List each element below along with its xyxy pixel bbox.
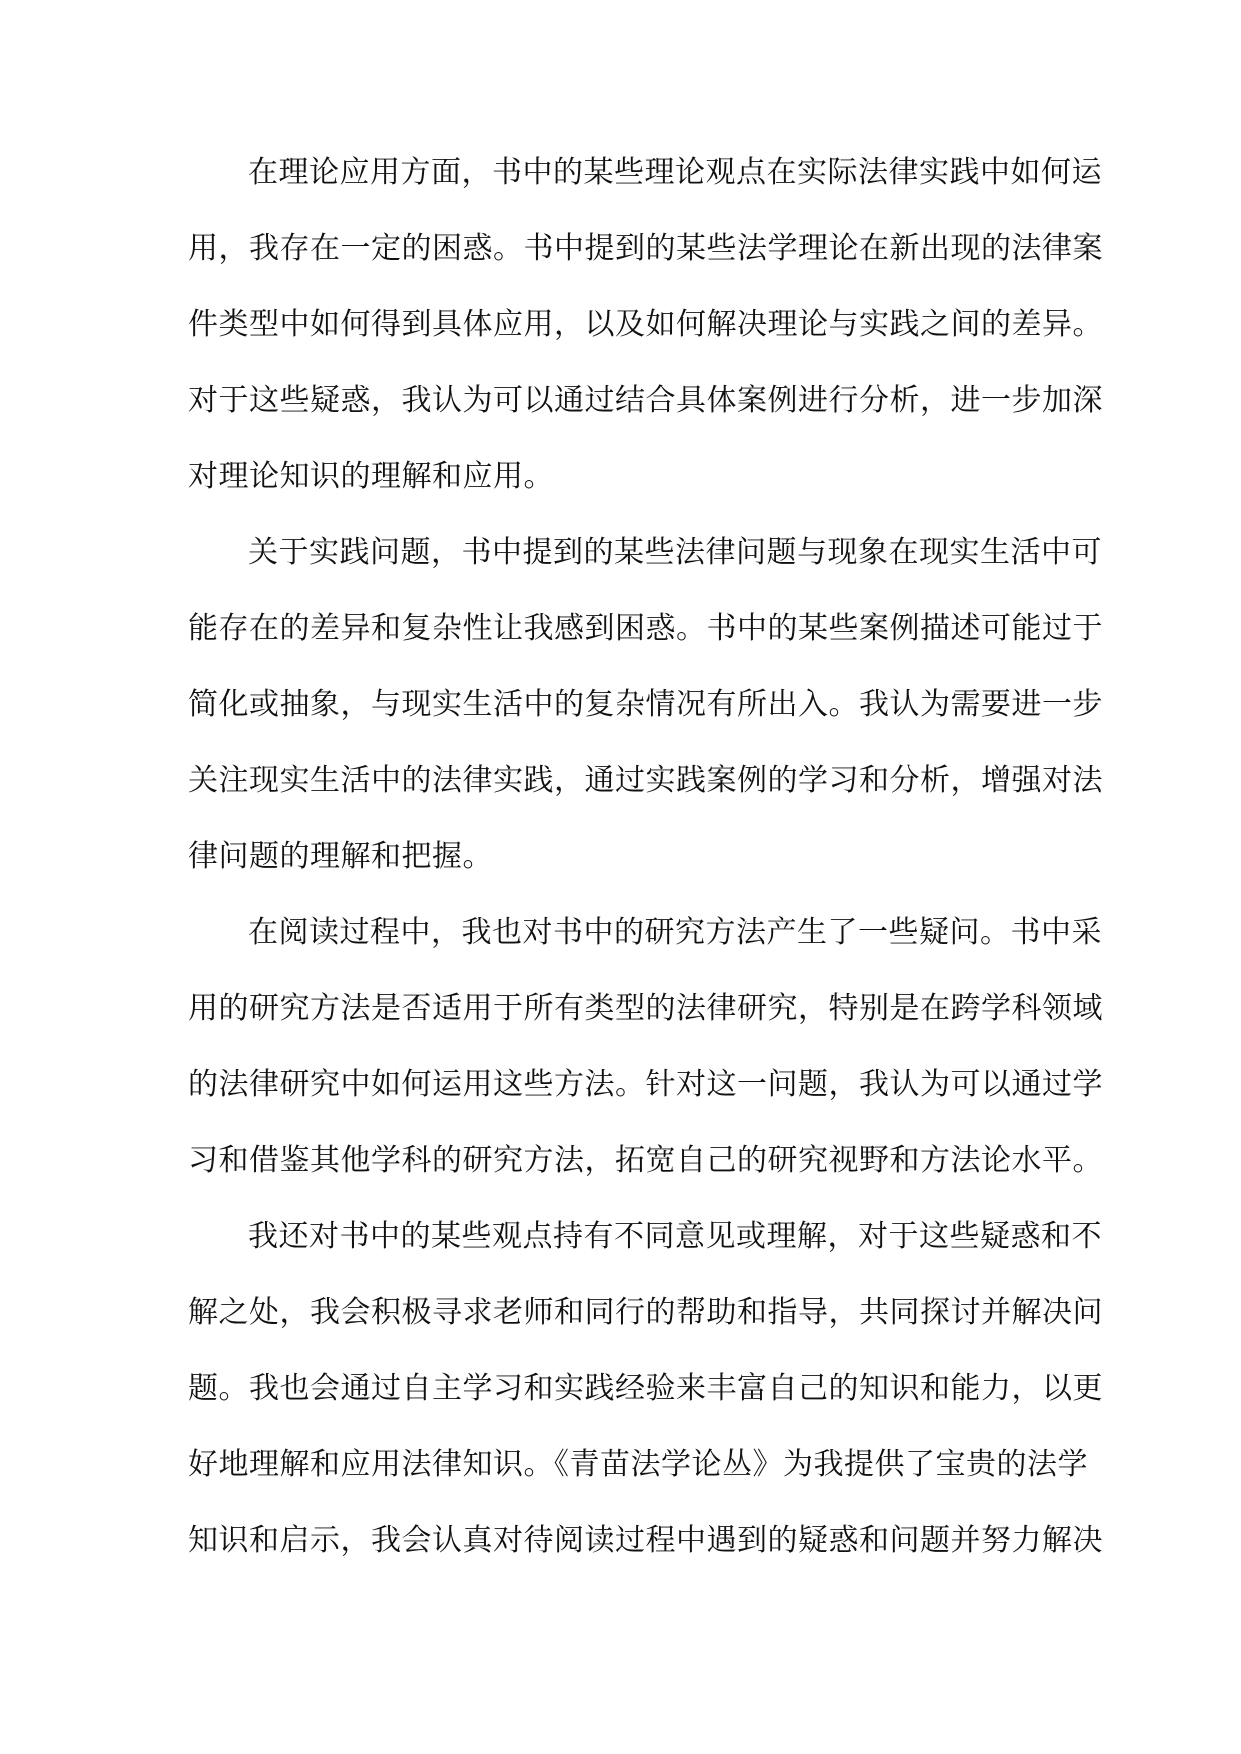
text-line: 好地理解和应用法律知识。《青苗法学论丛》为我提供了宝贵的法学	[188, 1447, 1088, 1482]
text-line: 律问题的理解和把握。	[188, 839, 493, 874]
paragraph	[188, 143, 1103, 523]
text-line: 件类型中如何得到具体应用，以及如何解决理论与实践之间的差异。	[188, 307, 1103, 342]
text-line: 解之处，我会积极寻求老师和同行的帮助和指导，共同探讨并解决问	[188, 1295, 1103, 1330]
text-line: 在理论应用方面，书中的某些理论观点在实际法律实践中如何运	[248, 155, 1102, 190]
text-line: 能存在的差异和复杂性让我感到困惑。书中的某些案例描述可能过于	[188, 611, 1103, 646]
text-line: 用的研究方法是否适用于所有类型的法律研究，特别是在跨学科领域	[188, 991, 1103, 1026]
text-line: 题。我也会通过自主学习和实践经验来丰富自己的知识和能力，以更	[188, 1371, 1103, 1406]
text-line: 简化或抽象，与现实生活中的复杂情况有所出入。我认为需要进一步	[188, 687, 1103, 722]
text-line: 我还对书中的某些观点持有不同意见或理解，对于这些疑惑和不	[248, 1219, 1102, 1254]
text-line: 习和借鉴其他学科的研究方法，拓宽自己的研究视野和方法论水平。	[188, 1143, 1103, 1178]
text-line: 用，我存在一定的困惑。书中提到的某些法学理论在新出现的法律案	[188, 231, 1103, 266]
text-line: 对于这些疑惑，我认为可以通过结合具体案例进行分析，进一步加深	[188, 383, 1103, 418]
text-line: 的法律研究中如何运用这些方法。针对这一问题，我认为可以通过学	[188, 1067, 1103, 1102]
document-body	[188, 143, 1103, 1587]
text-line: 关注现实生活中的法律实践，通过实践案例的学习和分析，增强对法	[188, 763, 1103, 798]
paragraph	[188, 523, 1103, 903]
text-line: 在阅读过程中，我也对书中的研究方法产生了一些疑问。书中采	[248, 915, 1102, 950]
text-line: 对理论知识的理解和应用。	[188, 459, 554, 494]
text-line: 知识和启示，我会认真对待阅读过程中遇到的疑惑和问题并努力解决	[188, 1523, 1103, 1558]
paragraph	[188, 903, 1103, 1207]
text-line: 关于实践问题，书中提到的某些法律问题与现象在现实生活中可	[248, 535, 1102, 570]
paragraph	[188, 1207, 1103, 1587]
